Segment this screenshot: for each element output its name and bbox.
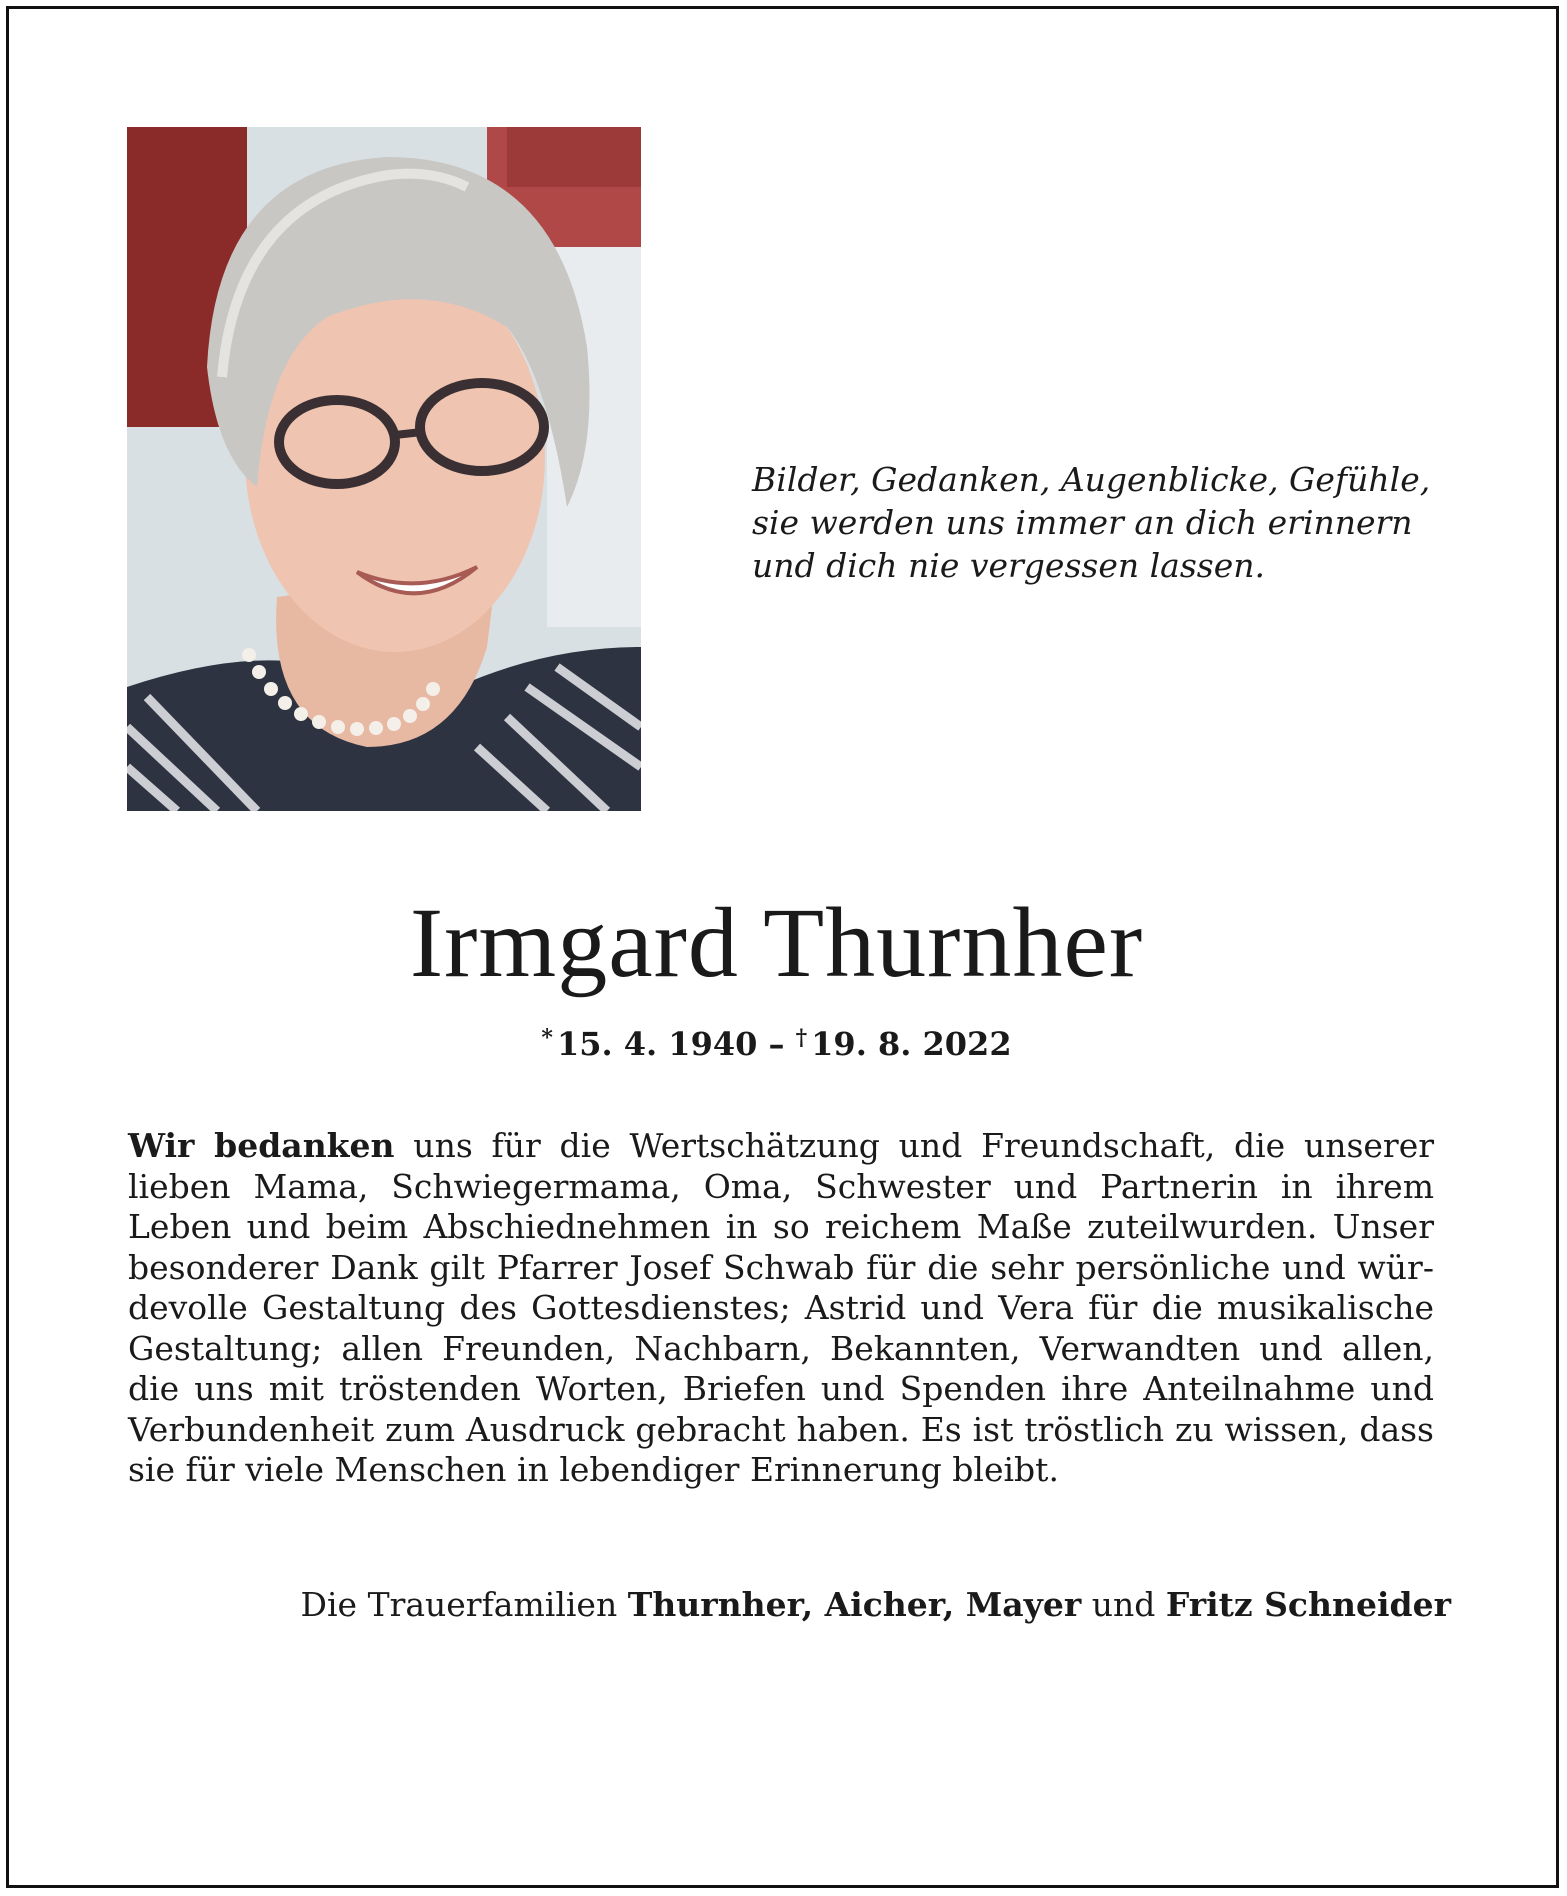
death-symbol: † <box>795 1025 808 1051</box>
deceased-name: Irmgard Thurnher <box>409 887 1144 998</box>
death-date: 19. 8. 2022 <box>811 1025 1012 1063</box>
body-lead: Wir bedanken <box>128 1126 395 1165</box>
signature-prefix: Die Trauerfamilien <box>300 1585 628 1624</box>
body-line: Leben und beim Abschiednehmen in so reichem Maße zuteilwurden. Unser <box>128 1207 1434 1246</box>
portrait-image <box>127 127 641 811</box>
body-line: die uns mit tröstenden Worten, Briefen und Spenden ihre Anteilnahme und <box>128 1369 1434 1408</box>
verse-line: und dich nie vergessen lassen. <box>752 546 1265 585</box>
body-line-text: uns für die Wertschätzung und Freundschaft, die unserer <box>394 1126 1434 1165</box>
body-line: besonderer Dank gilt Pfarrer Josef Schwab für die sehr persönliche und wür- <box>128 1247 1434 1287</box>
body-line: devolle Gestaltung des Gottesdienstes; Astrid und Vera für die musikalische <box>128 1288 1434 1327</box>
signature-families: Thurnher, Aicher, Mayer <box>627 1585 1082 1624</box>
portrait-photo <box>127 127 641 811</box>
family-signature <box>301 1585 1451 1625</box>
verse-line: Bilder, Gedanken, Augenblicke, Gefühle, <box>752 460 1431 499</box>
body-line: lieben Mama, Schwiegermama, Oma, Schwester und Partnerin in ihrem <box>128 1166 1434 1206</box>
body-line: Verbundenheit zum Ausdruck gebracht haben. Es ist tröstlich zu wissen, dass <box>128 1409 1434 1449</box>
date-separator: – <box>768 1025 785 1063</box>
body-line: sie für viele Menschen in lebendiger Erinnerung bleibt. <box>128 1450 1059 1489</box>
life-dates <box>0 1018 1553 1064</box>
body-line <box>128 1126 1434 1167</box>
thank-you-text <box>128 1126 1434 1491</box>
memorial-verse <box>752 458 1452 587</box>
birth-symbol: * <box>541 1025 553 1051</box>
verse-line: sie werden uns immer an dich erinnern <box>752 503 1413 542</box>
signature-last-family: Fritz Schneider <box>1165 1585 1451 1624</box>
signature-conjunction: und <box>1081 1585 1166 1624</box>
birth-date: 15. 4. 1940 <box>556 1025 758 1063</box>
body-line: Gestaltung; allen Freunden, Nachbarn, Bekannten, Verwandten und allen, <box>128 1328 1434 1368</box>
